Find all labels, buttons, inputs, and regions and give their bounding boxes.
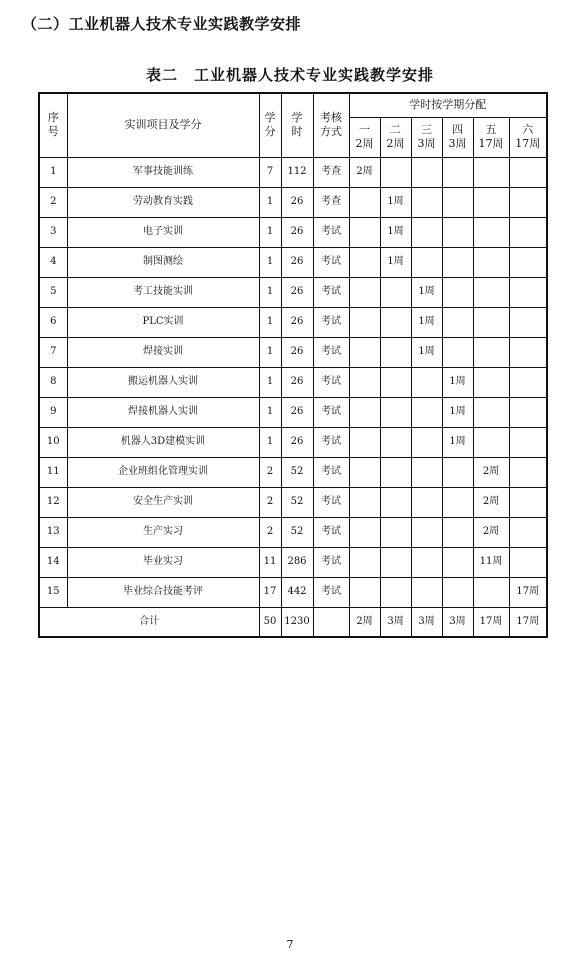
semester-weeks: 17周	[515, 137, 541, 150]
semester-name: 二	[390, 123, 401, 136]
semester-weeks: 3周	[448, 137, 467, 150]
row-project: 机器人3D建模实训	[67, 427, 259, 457]
page-number: 7	[286, 938, 294, 951]
row-project: 劳动教育实践	[67, 187, 259, 217]
row-semester-alloc	[509, 247, 547, 277]
total-label: 合计	[39, 607, 259, 637]
row-hours: 52	[281, 517, 313, 547]
row-assessment: 考试	[313, 427, 349, 457]
row-semester-alloc	[349, 577, 380, 607]
row-seq: 8	[39, 367, 67, 397]
row-semester-alloc	[411, 457, 442, 487]
table-row	[39, 457, 547, 487]
header-semester	[411, 117, 442, 157]
row-semester-alloc	[442, 457, 473, 487]
row-assessment: 考试	[313, 247, 349, 277]
row-semester-alloc	[509, 277, 547, 307]
row-semester-alloc	[509, 217, 547, 247]
row-assessment: 考试	[313, 547, 349, 577]
table-row	[39, 397, 547, 427]
row-semester-alloc	[349, 307, 380, 337]
table-row	[39, 547, 547, 577]
semester-weeks: 2周	[386, 137, 405, 150]
row-credit: 11	[259, 547, 281, 577]
row-assessment: 考试	[313, 457, 349, 487]
total-hours: 1230	[281, 607, 313, 637]
row-hours: 26	[281, 187, 313, 217]
row-credit: 1	[259, 217, 281, 247]
semester-name: 三	[421, 123, 432, 136]
row-semester-alloc	[442, 247, 473, 277]
row-credit: 1	[259, 247, 281, 277]
semester-weeks: 17周	[478, 137, 504, 150]
table-row	[39, 427, 547, 457]
row-credit: 2	[259, 517, 281, 547]
row-project: 企业班组化管理实训	[67, 457, 259, 487]
row-semester-alloc: 1周	[442, 397, 473, 427]
row-seq: 3	[39, 217, 67, 247]
row-hours: 26	[281, 247, 313, 277]
row-semester-alloc	[442, 547, 473, 577]
row-semester-alloc	[473, 367, 509, 397]
semester-name: 六	[522, 123, 534, 136]
semester-weeks: 2周	[355, 137, 374, 150]
header-hours: 学时	[281, 93, 313, 157]
row-assessment: 考试	[313, 277, 349, 307]
row-semester-alloc	[509, 397, 547, 427]
row-semester-alloc	[380, 277, 411, 307]
row-project: PLC实训	[67, 307, 259, 337]
row-semester-alloc	[411, 427, 442, 457]
row-assessment: 考试	[313, 487, 349, 517]
row-semester-alloc: 1周	[380, 187, 411, 217]
semester-name: 五	[485, 123, 497, 136]
row-project: 考工技能实训	[67, 277, 259, 307]
row-semester-alloc	[411, 487, 442, 517]
header-semester	[380, 117, 411, 157]
row-semester-alloc: 2周	[349, 157, 380, 187]
row-semester-alloc	[509, 337, 547, 367]
row-semester-alloc	[473, 187, 509, 217]
row-credit: 1	[259, 187, 281, 217]
row-semester-alloc	[380, 367, 411, 397]
row-semester-alloc	[380, 517, 411, 547]
row-credit: 1	[259, 427, 281, 457]
header-semester	[509, 117, 547, 157]
row-semester-alloc: 1周	[411, 277, 442, 307]
table-row	[39, 217, 547, 247]
row-semester-alloc	[380, 427, 411, 457]
row-semester-alloc: 2周	[473, 487, 509, 517]
row-semester-alloc	[349, 517, 380, 547]
row-semester-alloc	[442, 157, 473, 187]
row-project: 搬运机器人实训	[67, 367, 259, 397]
row-semester-alloc	[349, 397, 380, 427]
row-assessment: 考试	[313, 517, 349, 547]
row-assessment: 考试	[313, 397, 349, 427]
row-hours: 52	[281, 487, 313, 517]
table-row	[39, 367, 547, 397]
row-semester-alloc	[411, 187, 442, 217]
header-semester	[442, 117, 473, 157]
row-semester-alloc	[380, 397, 411, 427]
row-semester-alloc	[509, 517, 547, 547]
row-semester-alloc	[380, 457, 411, 487]
row-assessment: 考试	[313, 217, 349, 247]
total-credit: 50	[259, 607, 281, 637]
row-credit: 17	[259, 577, 281, 607]
row-hours: 26	[281, 307, 313, 337]
row-semester-alloc	[411, 397, 442, 427]
total-assessment	[313, 607, 349, 637]
total-semester-alloc: 3周	[442, 607, 473, 637]
row-semester-alloc	[411, 367, 442, 397]
row-seq: 10	[39, 427, 67, 457]
row-semester-alloc: 1周	[442, 427, 473, 457]
row-seq: 7	[39, 337, 67, 367]
row-semester-alloc	[442, 517, 473, 547]
row-semester-alloc	[473, 427, 509, 457]
row-project: 生产实习	[67, 517, 259, 547]
row-semester-alloc	[509, 487, 547, 517]
row-semester-alloc: 1周	[411, 307, 442, 337]
row-semester-alloc	[473, 157, 509, 187]
row-project: 焊接实训	[67, 337, 259, 367]
row-credit: 1	[259, 367, 281, 397]
row-semester-alloc	[442, 487, 473, 517]
row-semester-alloc	[473, 277, 509, 307]
row-credit: 1	[259, 307, 281, 337]
row-semester-alloc	[411, 517, 442, 547]
row-semester-alloc: 1周	[380, 247, 411, 277]
row-project: 焊接机器人实训	[67, 397, 259, 427]
row-hours: 26	[281, 337, 313, 367]
row-semester-alloc	[349, 187, 380, 217]
row-assessment: 考试	[313, 577, 349, 607]
row-project: 毕业实习	[67, 547, 259, 577]
row-semester-alloc: 11周	[473, 547, 509, 577]
row-semester-alloc	[380, 487, 411, 517]
row-semester-alloc	[411, 217, 442, 247]
row-semester-alloc	[380, 307, 411, 337]
total-row	[39, 607, 547, 637]
row-semester-alloc	[411, 247, 442, 277]
row-credit: 1	[259, 337, 281, 367]
row-semester-alloc	[509, 187, 547, 217]
row-hours: 26	[281, 427, 313, 457]
row-semester-alloc	[509, 307, 547, 337]
row-semester-alloc: 2周	[473, 517, 509, 547]
header-semester	[473, 117, 509, 157]
row-semester-alloc: 1周	[380, 217, 411, 247]
row-assessment: 考试	[313, 307, 349, 337]
row-semester-alloc	[380, 157, 411, 187]
table-row	[39, 577, 547, 607]
row-hours: 26	[281, 367, 313, 397]
row-semester-alloc	[349, 367, 380, 397]
row-semester-alloc	[442, 337, 473, 367]
row-semester-alloc: 1周	[411, 337, 442, 367]
row-project: 制图测绘	[67, 247, 259, 277]
row-semester-alloc	[349, 547, 380, 577]
row-seq: 15	[39, 577, 67, 607]
row-credit: 2	[259, 487, 281, 517]
row-hours: 286	[281, 547, 313, 577]
row-semester-alloc	[349, 277, 380, 307]
row-seq: 9	[39, 397, 67, 427]
section-heading: （二）工业机器人技术专业实践教学安排	[22, 15, 302, 33]
row-semester-alloc	[473, 577, 509, 607]
total-semester-alloc: 2周	[349, 607, 380, 637]
table-row	[39, 337, 547, 367]
row-credit: 1	[259, 277, 281, 307]
row-project: 毕业综合技能考评	[67, 577, 259, 607]
table-title: 表二 工业机器人技术专业实践教学安排	[145, 66, 434, 84]
row-hours: 26	[281, 217, 313, 247]
semester-weeks: 3周	[417, 137, 436, 150]
row-semester-alloc	[442, 277, 473, 307]
row-seq: 6	[39, 307, 67, 337]
row-seq: 11	[39, 457, 67, 487]
row-credit: 7	[259, 157, 281, 187]
semester-name: 四	[452, 123, 463, 136]
row-seq: 1	[39, 157, 67, 187]
row-project: 军事技能训练	[67, 157, 259, 187]
row-semester-alloc	[380, 337, 411, 367]
row-hours: 26	[281, 397, 313, 427]
row-assessment: 考试	[313, 337, 349, 367]
table-row	[39, 187, 547, 217]
row-credit: 1	[259, 397, 281, 427]
row-semester-alloc: 17周	[509, 577, 547, 607]
row-semester-alloc	[509, 547, 547, 577]
header-semester	[349, 117, 380, 157]
table-row	[39, 307, 547, 337]
row-project: 电子实训	[67, 217, 259, 247]
row-semester-alloc	[442, 187, 473, 217]
table-row	[39, 517, 547, 547]
row-semester-alloc	[473, 217, 509, 247]
header-semester-group: 学时按学期分配	[349, 93, 547, 117]
row-semester-alloc	[442, 577, 473, 607]
semester-name: 一	[359, 123, 370, 136]
row-semester-alloc: 1周	[442, 367, 473, 397]
row-semester-alloc	[442, 217, 473, 247]
row-hours: 112	[281, 157, 313, 187]
row-semester-alloc	[411, 157, 442, 187]
row-semester-alloc	[509, 157, 547, 187]
header-assessment: 考核方式	[313, 93, 349, 157]
row-semester-alloc	[349, 337, 380, 367]
row-semester-alloc	[349, 427, 380, 457]
row-semester-alloc	[442, 307, 473, 337]
header-credit: 学分	[259, 93, 281, 157]
row-seq: 14	[39, 547, 67, 577]
row-assessment: 考查	[313, 157, 349, 187]
row-semester-alloc: 2周	[473, 457, 509, 487]
row-semester-alloc	[380, 547, 411, 577]
row-seq: 12	[39, 487, 67, 517]
row-semester-alloc	[473, 337, 509, 367]
row-semester-alloc	[473, 397, 509, 427]
row-semester-alloc	[380, 577, 411, 607]
row-hours: 26	[281, 277, 313, 307]
row-semester-alloc	[473, 307, 509, 337]
header-seq: 序号	[39, 93, 67, 157]
row-semester-alloc	[349, 457, 380, 487]
row-semester-alloc	[349, 217, 380, 247]
row-hours: 52	[281, 457, 313, 487]
row-seq: 2	[39, 187, 67, 217]
table-row	[39, 277, 547, 307]
header-project: 实训项目及学分	[67, 93, 259, 157]
total-semester-alloc: 3周	[411, 607, 442, 637]
row-semester-alloc	[473, 247, 509, 277]
row-semester-alloc	[411, 547, 442, 577]
table-row	[39, 487, 547, 517]
row-semester-alloc	[349, 487, 380, 517]
row-project: 安全生产实训	[67, 487, 259, 517]
row-hours: 442	[281, 577, 313, 607]
row-semester-alloc	[509, 367, 547, 397]
row-seq: 4	[39, 247, 67, 277]
total-semester-alloc: 17周	[509, 607, 547, 637]
row-credit: 2	[259, 457, 281, 487]
table-row	[39, 157, 547, 187]
row-seq: 5	[39, 277, 67, 307]
total-semester-alloc: 3周	[380, 607, 411, 637]
row-semester-alloc	[411, 577, 442, 607]
table-row	[39, 247, 547, 277]
row-assessment: 考查	[313, 187, 349, 217]
row-assessment: 考试	[313, 367, 349, 397]
total-semester-alloc: 17周	[473, 607, 509, 637]
practice-schedule-table	[38, 92, 548, 638]
row-seq: 13	[39, 517, 67, 547]
row-semester-alloc	[509, 457, 547, 487]
row-semester-alloc	[509, 427, 547, 457]
row-semester-alloc	[349, 247, 380, 277]
